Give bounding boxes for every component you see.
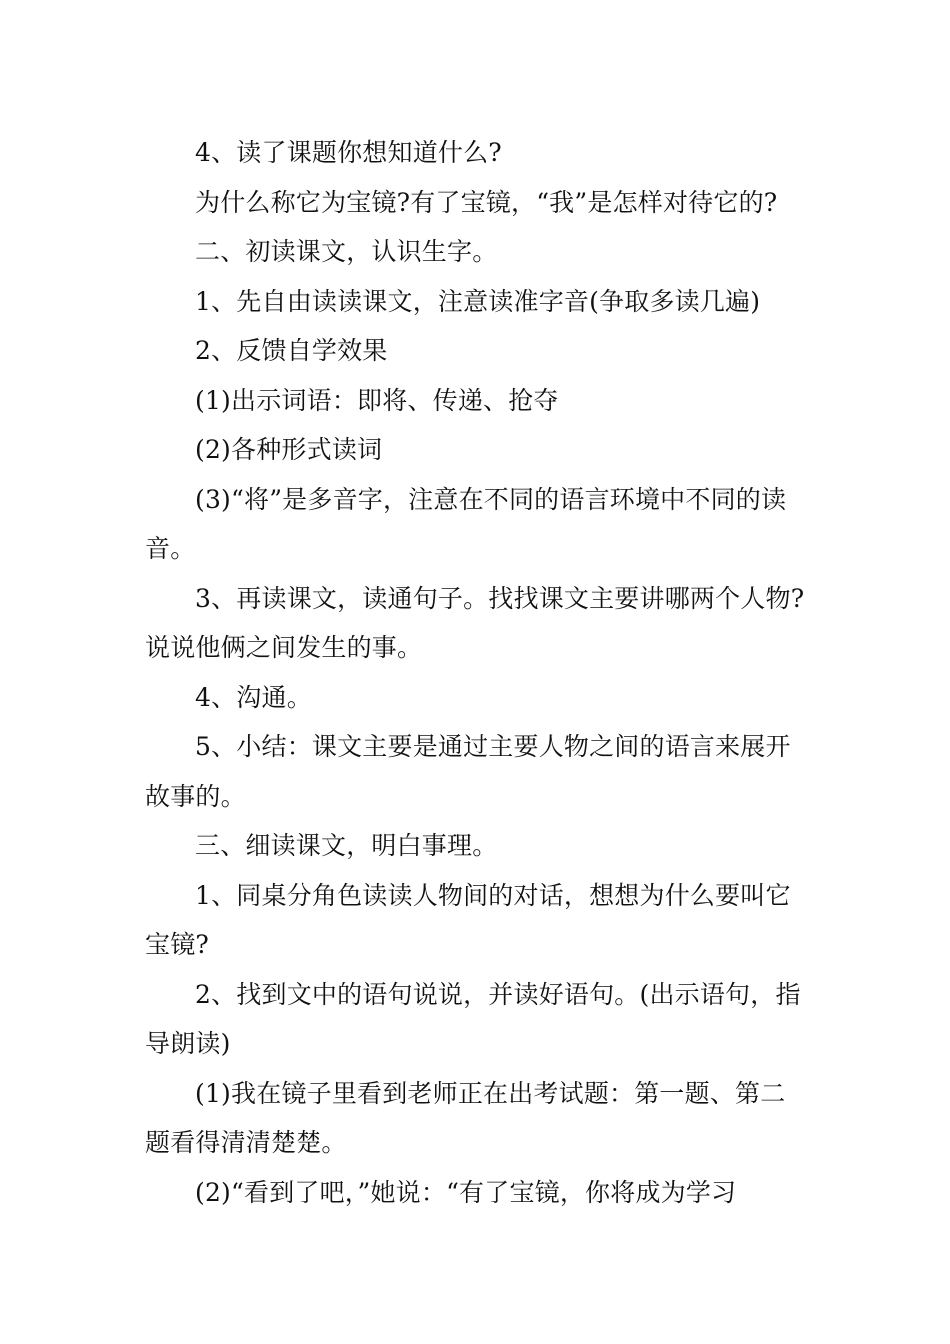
paragraph: (3)“将”是多音字，注意在不同的语言环境中不同的读音。 — [145, 484, 787, 563]
paragraph: 2、找到文中的语句说说，并读好语句。(出示语句，指导朗读) — [145, 979, 801, 1058]
paragraph: 4、读了课题你想知道什么? — [195, 138, 502, 167]
document-body — [145, 128, 810, 1217]
paragraph: 1、先自由读读课文，注意读准字音(争取多读几遍) — [195, 286, 761, 316]
paragraph: 1、同桌分角色读读人物间的对话，想想为什么要叫它宝镜? — [145, 880, 791, 959]
paragraph: 3、再读课文，读通句子。找找课文主要讲哪两个人物?说说他俩之间发生的事。 — [145, 583, 805, 662]
paragraph: 为什么称它为宝镜?有了宝镜，“我”是怎样对待它的? — [195, 187, 778, 217]
paragraph: 4、沟通。 — [195, 682, 312, 712]
paragraph: (2)各种形式读词 — [195, 435, 383, 464]
paragraph: 5、小结：课文主要是通过主要人物之间的语言来展开故事的。 — [145, 732, 791, 811]
paragraph: 2、反馈自学效果 — [195, 336, 388, 365]
paragraph: 二、初读课文，认识生字。 — [195, 237, 498, 266]
paragraph: (1)出示词语：即将、传递、抢夺 — [195, 385, 559, 415]
paragraph: (1)我在镜子里看到老师正在出考试题：第一题、第二题看得清清楚楚。 — [145, 1078, 786, 1157]
paragraph: (2)“看到了吧，”她说：“有了宝镜，你将成为学习 — [195, 1177, 737, 1207]
paragraph: 三、细读课文，明白事理。 — [195, 831, 498, 860]
